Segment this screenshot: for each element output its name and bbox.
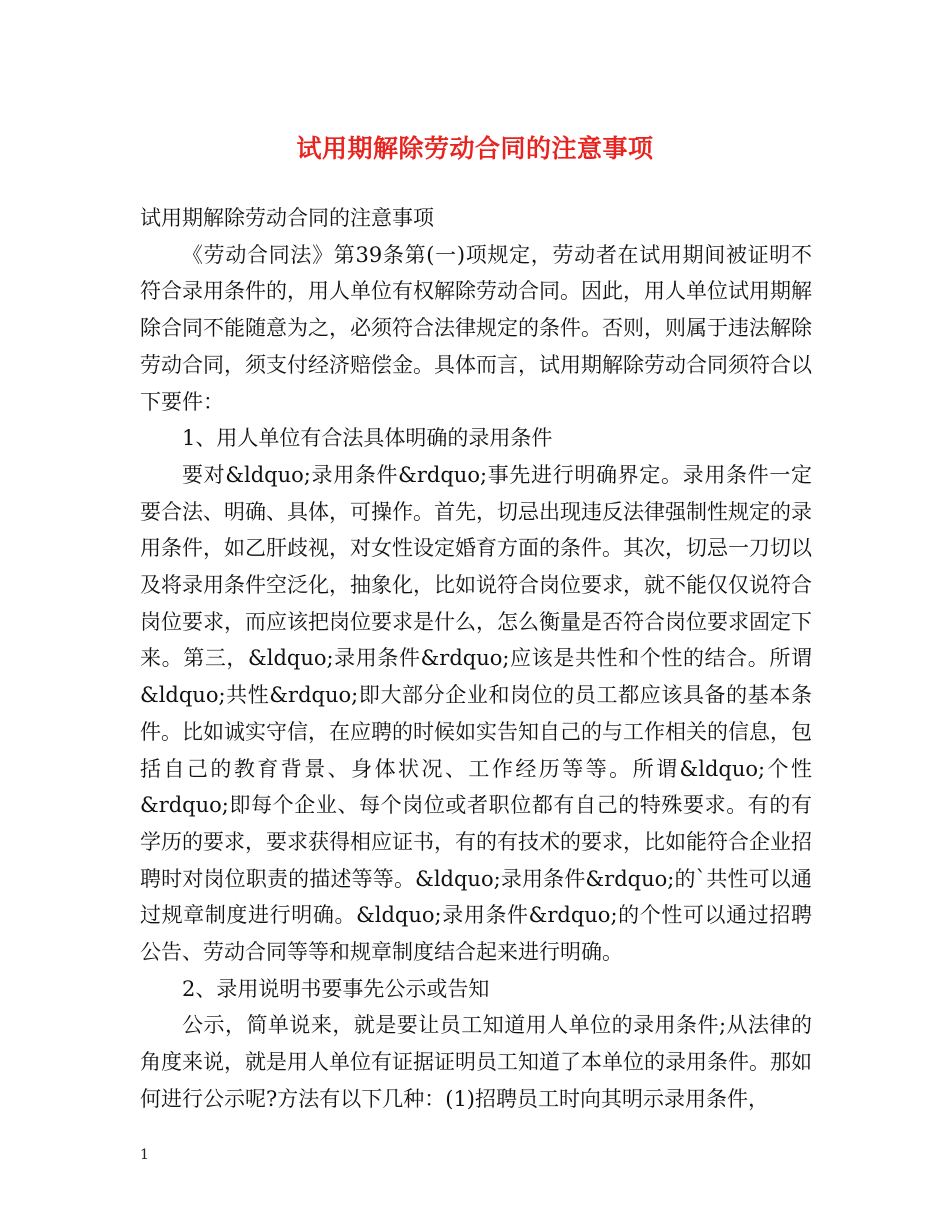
page-number: 1 xyxy=(140,1147,149,1163)
section-heading: 1、用人单位有合法具体明确的录用条件 xyxy=(182,426,553,451)
paragraph: 试用期解除劳动合同的注意事项 xyxy=(140,206,434,230)
document-title: 试用期解除劳动合同的注意事项 xyxy=(296,134,654,163)
paragraph: 《劳动合同法》第39条第(一)项规定，劳动者在试用期间被证明不符合录用条件的，用人单位有权解除劳动合同。因此，用人单位试用期解除合同不能随意为之，必须符合法律规定的条件。否则，则属于违法解除劳动合同，须支付经济赔偿金。具体而言，试用期解除劳动合同须符合以下要件： xyxy=(140,242,812,414)
paragraph: 公示，简单说来，就是要让员工知道用人单位的录用条件;从法律的角度来说，就是用人单位有证据证明员工知道了本单位的录用条件。那如何进行公示呢?方法有以下几种：(1)招聘员工时向其明示录用条件， xyxy=(140,1013,812,1111)
document-body xyxy=(140,200,812,1118)
section-heading: 2、录用说明书要事先公示或告知 xyxy=(182,976,490,1001)
paragraph: 要对&ldquo;录用条件&rdquo;事先进行明确界定。录用条件一定要合法、明确、具体，可操作。首先，切忌出现违反法律强制性规定的录用条件，如乙肝歧视，对女性设定婚育方面的条件。其次，切忌一刀切以及将录用条件空泛化，抽象化，比如说符合岗位要求，就不能仅仅说符合岗位要求，而应该把岗位要求是什么，怎么衡量是否符合岗位要求固定下来。第三，&ldquo;录用条件&rdquo;应该是共性和个性的结合。所谓&ldquo;共性&rdquo;即大部分企业和岗位的员工都应该具备的基本条件。比如诚实守信，在应聘的时候如实告知自己的与工作相关的信息，包括自己的教育背景、身体状况、工作经历等等。所谓&ldquo;个性&rdquo;即每个企业、每个岗位或者职位都有自己的特殊要求。有的有学历的要求，要求获得相应证书，有的有技术的要求，比如能符合企业招聘时对岗位职责的描述等等。&ldquo;录用条件&rdquo;的`共性可以通过规章制度进行明确。&ldquo;录用条件&rdquo;的个性可以通过招聘公告、劳动合同等等和规章制度结合起来进行明确。 xyxy=(140,462,812,965)
